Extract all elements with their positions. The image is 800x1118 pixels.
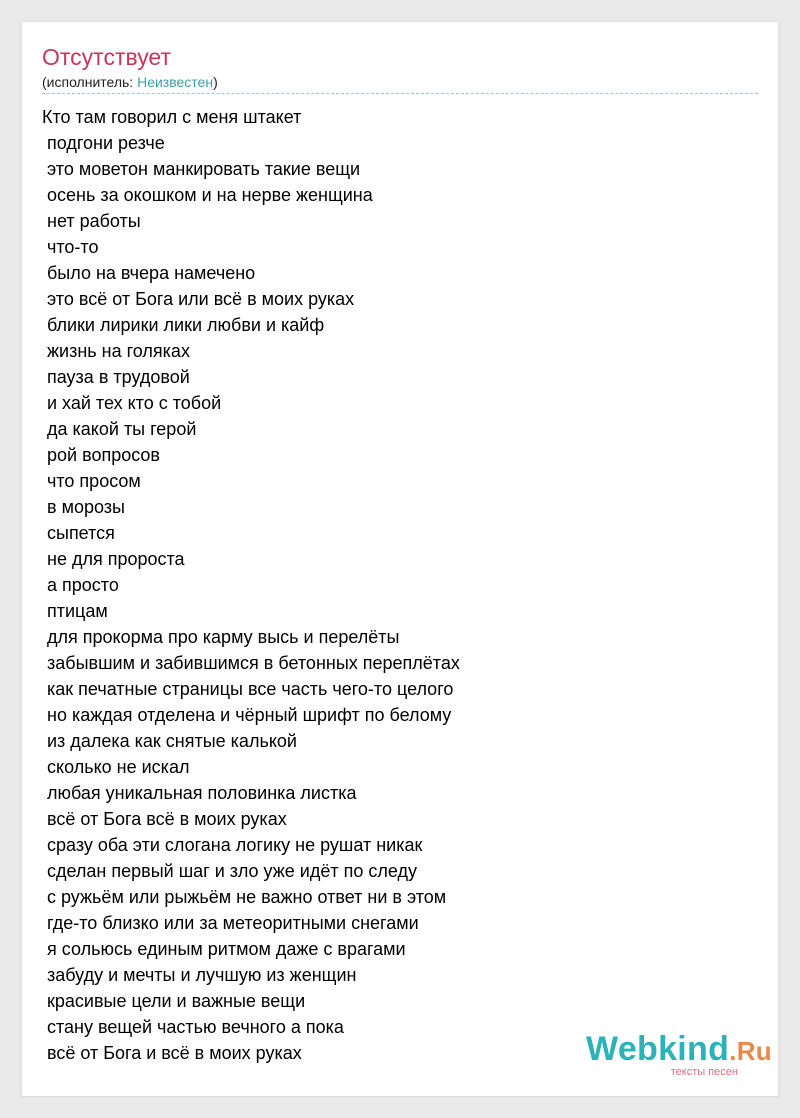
artist-link[interactable]: Неизвестен xyxy=(137,74,214,90)
lyric-line: пауза в трудовой xyxy=(42,367,190,387)
lyric-line: как печатные страницы все часть чего-то целого xyxy=(42,679,454,699)
lyric-line: это моветон манкировать такие вещи xyxy=(42,159,361,179)
lyric-line: сразу оба эти слогана логику не рушат никак xyxy=(42,835,423,855)
lyric-line: забывшим и забившимся в бетонных переплётах xyxy=(42,653,460,673)
lyrics-text xyxy=(42,104,460,1066)
lyric-line: с ружьём или рыжьём не важно ответ ни в этом xyxy=(42,887,447,907)
dashed-divider xyxy=(42,93,758,94)
lyric-line: всё от Бога и всё в моих руках xyxy=(42,1043,302,1063)
lyric-line: красивые цели и важные вещи xyxy=(42,991,306,1011)
lyric-line: я сольюсь единым ритмом даже с врагами xyxy=(42,939,406,959)
lyric-line: забуду и мечты и лучшую из женщин xyxy=(42,965,357,985)
lyric-line: где-то близко или за метеоритными снегами xyxy=(42,913,419,933)
lyric-line: но каждая отделена и чёрный шрифт по белому xyxy=(42,705,452,725)
lyric-line: да какой ты герой xyxy=(42,419,197,439)
lyric-line: блики лирики лики любви и кайф xyxy=(42,315,325,335)
lyric-line: а просто xyxy=(42,575,119,595)
site-logo xyxy=(586,1032,772,1078)
lyric-line: жизнь на голяках xyxy=(42,341,190,361)
lyric-line: не для пророста xyxy=(42,549,185,569)
performer-suffix: ) xyxy=(213,74,218,90)
lyric-line: сыпется xyxy=(42,523,115,543)
lyric-line: птицам xyxy=(42,601,108,621)
lyric-line: что-то xyxy=(42,237,99,257)
lyric-line: сколько не искал xyxy=(42,757,190,777)
lyric-line: любая уникальная половинка листка xyxy=(42,783,357,803)
performer-line xyxy=(42,72,218,92)
lyric-line: рой вопросов xyxy=(42,445,160,465)
performer-prefix: (исполнитель: xyxy=(42,74,138,90)
logo-brand-domain: .Ru xyxy=(729,1036,772,1066)
lyric-line: было на вчера намечено xyxy=(42,263,256,283)
lyric-line: осень за окошком и на нерве женщина xyxy=(42,185,373,205)
lyric-line: нет работы xyxy=(42,211,141,231)
logo-tagline: тексты песен xyxy=(670,1066,738,1078)
lyric-line: подгони резче xyxy=(42,133,165,153)
lyric-line: в морозы xyxy=(42,497,125,517)
lyric-line: Кто там говорил с меня штакет xyxy=(42,107,302,127)
logo-brand-main: Webkind xyxy=(586,1030,730,1068)
song-title: Отсутствует xyxy=(42,44,171,70)
lyric-line: из далека как снятые калькой xyxy=(42,731,297,751)
lyrics-sheet xyxy=(22,22,778,1096)
lyric-line: стану вещей частью вечного а пока xyxy=(42,1017,344,1037)
lyric-line: и хай тех кто с тобой xyxy=(42,393,222,413)
lyric-line: что просом xyxy=(42,471,141,491)
lyric-line: для прокорма про карму высь и перелёты xyxy=(42,627,400,647)
logo-brand xyxy=(586,1032,772,1068)
lyric-line: всё от Бога всё в моих руках xyxy=(42,809,287,829)
lyric-line: это всё от Бога или всё в моих руках xyxy=(42,289,355,309)
lyric-line: сделан первый шаг и зло уже идёт по следу xyxy=(42,861,417,881)
